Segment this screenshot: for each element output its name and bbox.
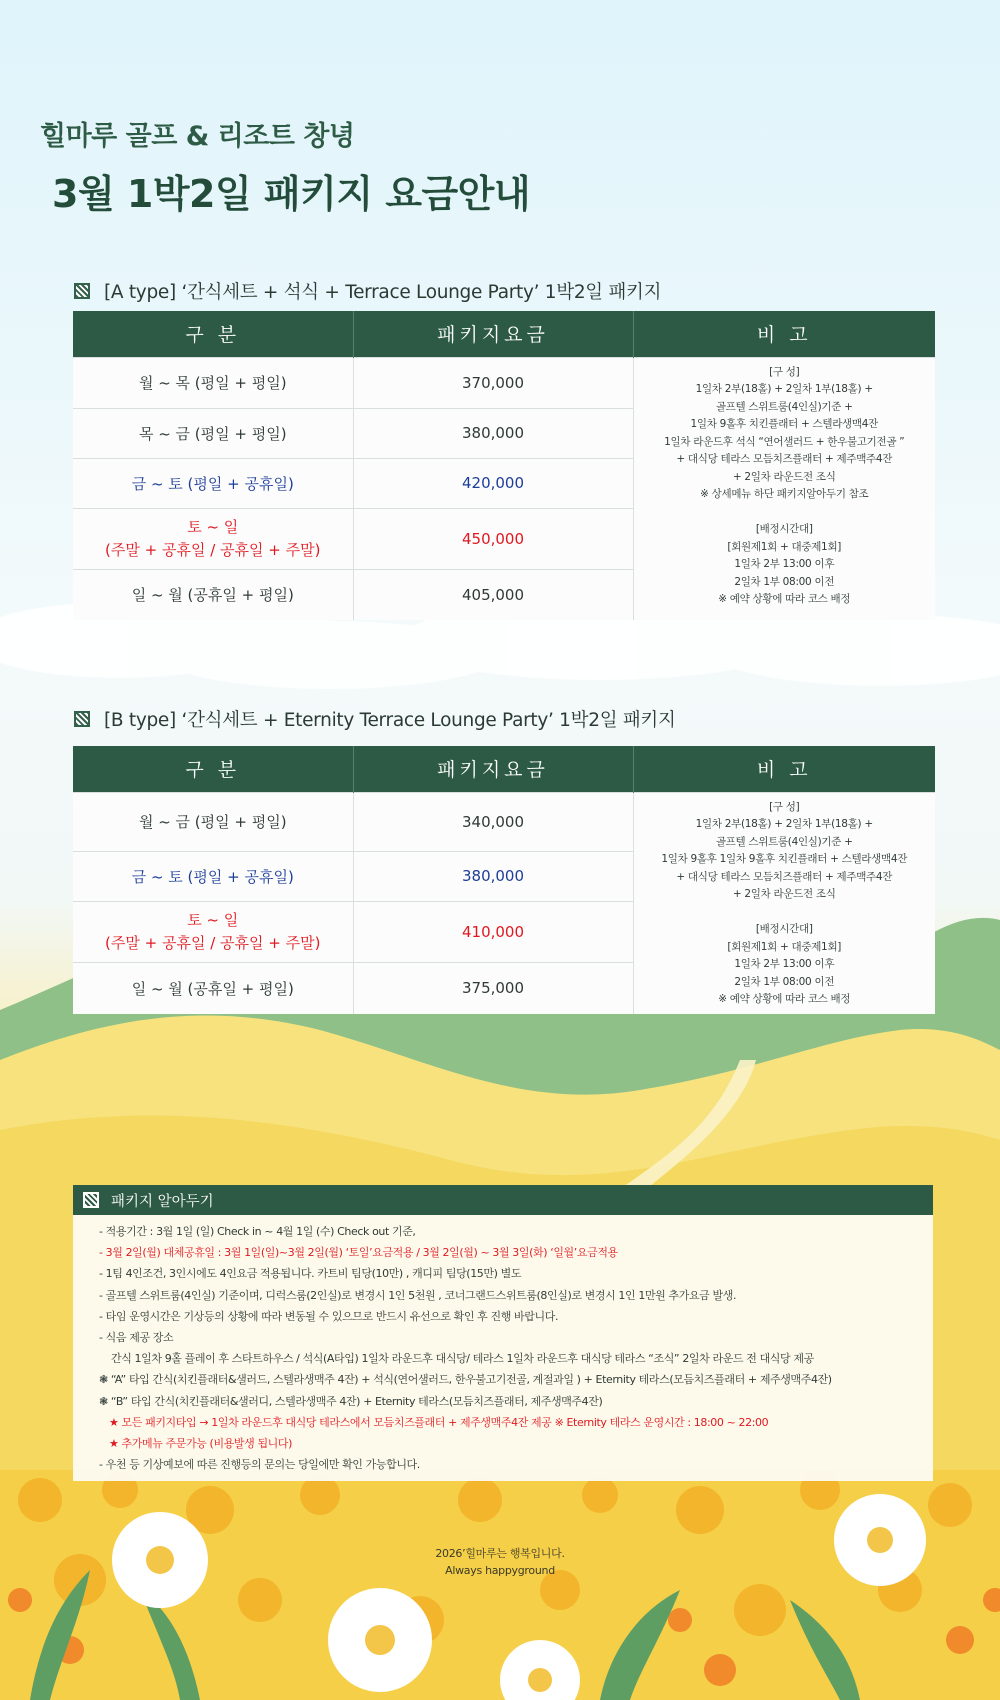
price-cell: 340,000 (353, 792, 633, 851)
info-line: - 우천 등 기상예보에 따른 진행등의 문의는 당일에만 확인 가능합니다. (99, 1458, 420, 1472)
price-cell: 420,000 (353, 458, 633, 508)
day-cell: 월 ~ 금 (평일 + 평일) (73, 792, 353, 851)
package-b-heading (74, 704, 676, 734)
package-b-heading-text: [B type] ‘간식세트 + Eternity Terrace Lounge Party’ 1박2일 패키지 (104, 710, 676, 731)
pattern-square-icon (83, 1192, 99, 1208)
header-category: 구 분 (73, 311, 353, 357)
price-cell: 410,000 (353, 901, 633, 962)
price-cell: 375,000 (353, 962, 633, 1014)
header-note: 비 고 (633, 746, 935, 792)
package-info-box (73, 1185, 933, 1481)
footer-slogan: 2026’힐마루는 행복입니다. (435, 1547, 565, 1560)
info-line: ❃ “A” 타입 간식(치킨플래터&샐러드, 스텔라생맥주 4잔) + 석식(연어샐러드, 한우불고기전골, 계절과일 ) + Eternity 테라스(모듬치즈플래터 + 제주생맥주4잔) (99, 1373, 832, 1387)
package-a-heading-text: [A type] ‘간식세트 + 석식 + Terrace Lounge Party’ 1박2일 패키지 (104, 282, 662, 303)
pattern-square-icon (74, 711, 90, 727)
info-heading (73, 1185, 933, 1215)
table-row (73, 792, 935, 851)
price-cell: 405,000 (353, 569, 633, 620)
info-line: 간식 1일차 9홀 플레이 후 스타트하우스 / 석식(A타입) 1일차 라운드후 대식당/ 테라스 1일차 라운드후 대식당 테라스 “조식” 2일차 라운드 전 대식당 제공 (111, 1352, 814, 1366)
header-price: 패키지요금 (353, 311, 633, 357)
info-line: - 골프텔 스위트룸(4인실) 기준이며, 디럭스룸(2인실)로 변경시 1인 5천원 , 코너그랜드스위트룸(8인실)로 변경시 1인 1만원 추가요금 발생. (99, 1288, 737, 1302)
info-line: ★ 모든 패키지타입 → 1일차 라운드후 대식당 테라스에서 모듬치즈플래터 + 제주생맥주4잔 제공 ※ Eternity 테라스 운영시간 : 18:00 ~ 22:00 (109, 1415, 769, 1429)
day-cell: 금 ~ 토 (평일 + 공휴일) (73, 851, 353, 901)
info-line: ❃ “B” 타입 간식(치킨플래터&샐러디, 스텔라생맥주 4잔) + Eternity 테라스(모듬치즈플래터, 제주생맥주4잔) (99, 1394, 603, 1408)
info-line: - 3월 2일(월) 대체공휴일 : 3월 1일(일)~3월 2일(월) ‘토일’요금적용 / 3월 2일(월) ~ 3월 3일(화) ‘일월’요금적용 (99, 1246, 618, 1260)
package-a-table (73, 311, 935, 620)
info-line: - 타임 운영시간은 기상등의 상황에 따라 변동될 수 있으므로 반드시 유선으로 확인 후 진행 바랍니다. (99, 1309, 559, 1323)
info-heading-text: 패키지 알아두기 (111, 1193, 214, 1210)
day-cell: 월 ~ 목 (평일 + 평일) (73, 357, 353, 408)
day-cell: 금 ~ 토 (평일 + 공휴일) (73, 458, 353, 508)
header-price: 패키지요금 (353, 746, 633, 792)
package-a-heading (74, 276, 661, 306)
price-cell: 380,000 (353, 408, 633, 458)
price-cell: 380,000 (353, 851, 633, 901)
header-category: 구 분 (73, 746, 353, 792)
price-cell: 450,000 (353, 508, 633, 569)
page-title: 3월 1박2일 패키지 요금안내 (52, 172, 531, 216)
info-line: ★ 추가메뉴 주문가능 (비용발생 됩니다) (109, 1437, 293, 1451)
info-body (73, 1215, 933, 1475)
table-header-row (73, 746, 935, 792)
header-note: 비 고 (633, 311, 935, 357)
price-cell: 370,000 (353, 357, 633, 408)
info-line: - 식음 제공 장소 (99, 1331, 174, 1345)
note-cell: [구 성] 1일차 2부(18홀) + 2일차 1부(18홀) + 골프텔 스위트룸(4인실)기준 + 1일차 9홀후 치킨플래터 + 스텔라생맥4잔 1일차 라운드후 석식 “연어샐러드 + 한우불고기전골 ” + 대식당 테라스 모듬치즈플래터 + 제주맥주4잔 + 2일차 라운드전 조식 ※ 상세메뉴 하단 패키지알아두기 참조 [배정시간대] [회원제1회 + 대중제1회] 1일차 2부 13:00 이후 2일차 1부 08:00 이전 ※ 예약 상황에 따라 코스 배정 (633, 357, 935, 620)
package-b-table (73, 746, 935, 1014)
pattern-square-icon (74, 283, 90, 299)
note-cell: [구 성] 1일차 2부(18홀) + 2일차 1부(18홀) + 골프텔 스위트룸(4인실)기준 + 1일차 9홀후 1일차 9홀후 치킨플래터 + 스텔라생맥4잔 + 대식당 테라스 모듬치즈플래터 + 제주맥주4잔 + 2일차 라운드전 조식 [배정시간대] [회원제1회 + 대중제1회] 1일차 2부 13:00 이후 2일차 1부 08:00 이전 ※ 예약 상황에 따라 코스 배정 (633, 792, 935, 1014)
table-row (73, 357, 935, 408)
info-line: - 1팀 4인조건, 3인시에도 4인요금 적용됩니다. 카트비 팀당(10만) , 캐디피 팀당(15만) 별도 (99, 1267, 522, 1281)
day-cell: 토 ~ 일 (주말 + 공휴일 / 공휴일 + 주말) (73, 901, 353, 962)
day-cell: 토 ~ 일 (주말 + 공휴일 / 공휴일 + 주말) (73, 508, 353, 569)
info-line: - 적용기간 : 3월 1일 (일) Check in ~ 4월 1일 (수) Check out 기준, (99, 1225, 416, 1238)
day-cell: 일 ~ 월 (공휴일 + 평일) (73, 569, 353, 620)
footer-tagline: Always happyground (445, 1564, 555, 1577)
day-cell: 목 ~ 금 (평일 + 평일) (73, 408, 353, 458)
day-cell: 일 ~ 월 (공휴일 + 평일) (73, 962, 353, 1014)
table-header-row (73, 311, 935, 357)
page-subtitle: 힐마루 골프 & 리조트 창녕 (40, 121, 355, 152)
